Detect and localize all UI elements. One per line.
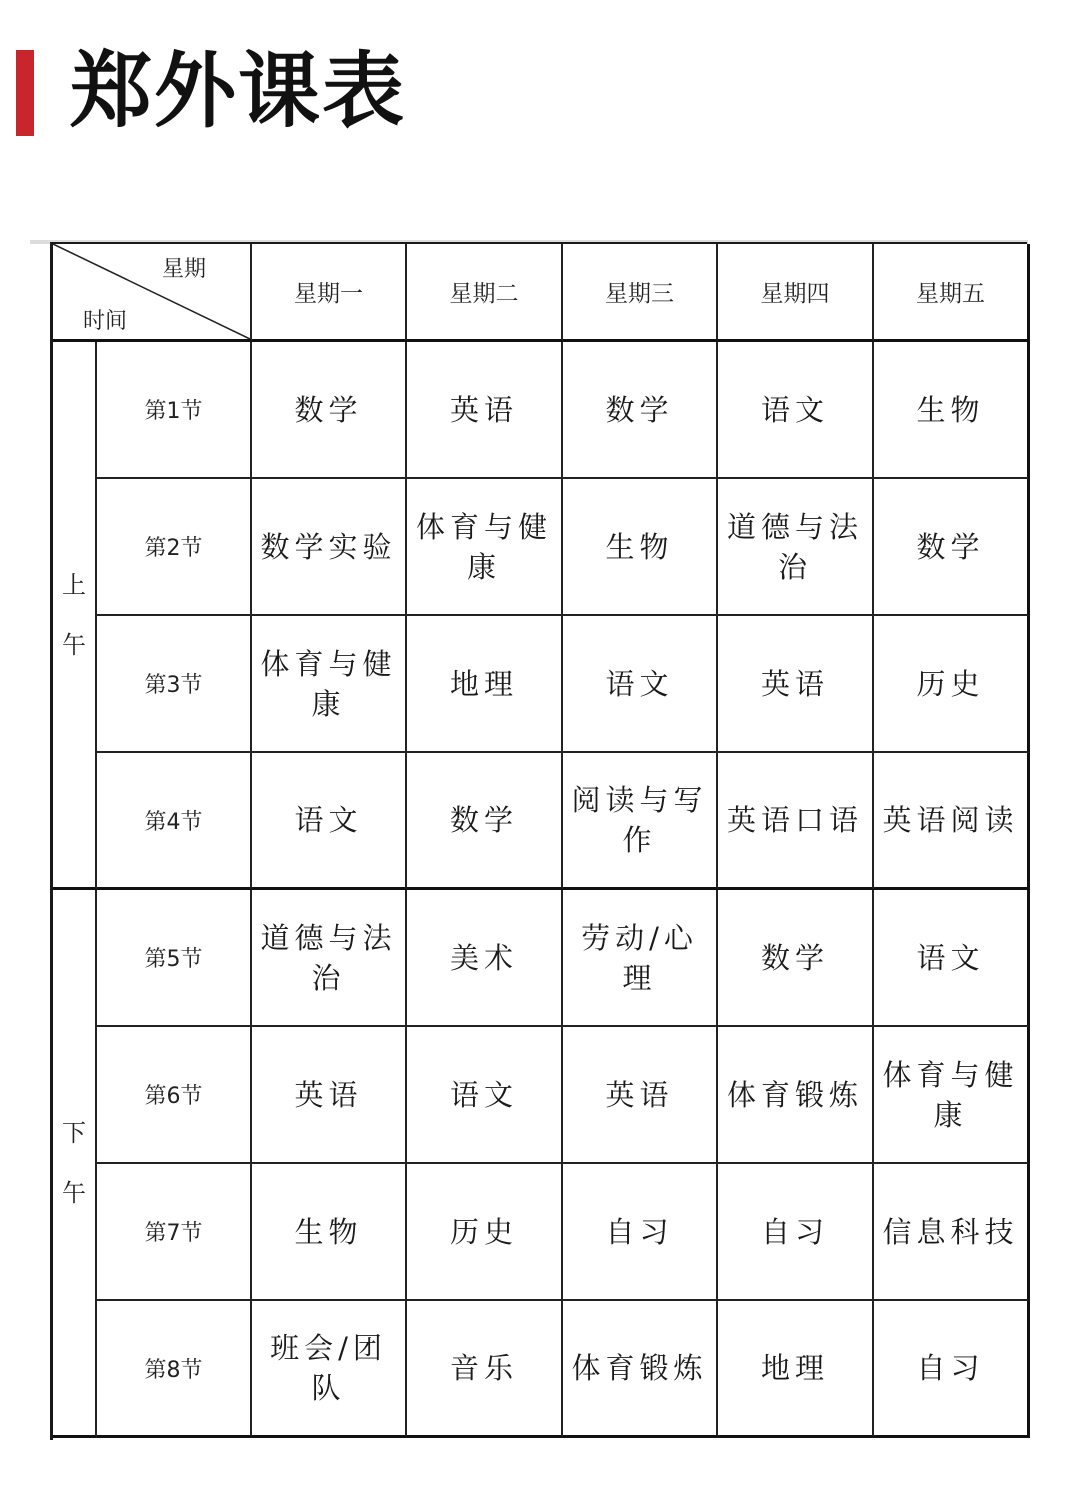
- day-header-thu: 星期四: [718, 244, 874, 342]
- session-afternoon-char-2: 午: [62, 1178, 86, 1207]
- subject-cell: 体育锻炼: [563, 1301, 718, 1438]
- timetable: [50, 242, 1027, 1440]
- subject-cell: 劳动/心理: [563, 890, 718, 1027]
- subject-cell: 体育与健康: [407, 479, 563, 616]
- subject-cell: 语文: [407, 1027, 563, 1164]
- subject-cell: 美术: [407, 890, 563, 1027]
- subject-cell: 音乐: [407, 1301, 563, 1438]
- subject-cell: 生物: [563, 479, 718, 616]
- period-label-1: 第1节: [97, 342, 252, 479]
- subject-cell: 体育锻炼: [718, 1027, 874, 1164]
- subject-cell: 数学: [718, 890, 874, 1027]
- subject-cell: 信息科技: [874, 1164, 1030, 1301]
- day-header-mon: 星期一: [252, 244, 407, 342]
- subject-cell: 语文: [874, 890, 1030, 1027]
- subject-cell: 语文: [563, 616, 718, 753]
- subject-cell: 语文: [252, 753, 407, 890]
- corner-label-time: 时间: [83, 309, 128, 334]
- subject-cell: 自习: [874, 1301, 1030, 1438]
- subject-cell: 英语: [563, 1027, 718, 1164]
- period-label-5: 第5节: [97, 890, 252, 1027]
- day-header-tue: 星期二: [407, 244, 563, 342]
- day-header-wed: 星期三: [563, 244, 718, 342]
- subject-cell: 道德与法治: [718, 479, 874, 616]
- subject-cell: 道德与法治: [252, 890, 407, 1027]
- subject-cell: 英语口语: [718, 753, 874, 890]
- subject-cell: 历史: [874, 616, 1030, 753]
- subject-cell: 体育与健康: [252, 616, 407, 753]
- subject-cell: 自习: [563, 1164, 718, 1301]
- period-label-7: 第7节: [97, 1164, 252, 1301]
- period-label-4: 第4节: [97, 753, 252, 890]
- corner-header: [53, 244, 252, 342]
- session-afternoon-char-1: 下: [62, 1118, 86, 1147]
- subject-cell: 地理: [407, 616, 563, 753]
- session-morning-char-2: 午: [62, 630, 86, 659]
- subject-cell: 阅读与写作: [563, 753, 718, 890]
- page-title: 郑外课表: [70, 44, 407, 139]
- subject-cell: 英语: [252, 1027, 407, 1164]
- subject-cell: 数学: [563, 342, 718, 479]
- subject-cell: 地理: [718, 1301, 874, 1438]
- period-label-8: 第8节: [97, 1301, 252, 1438]
- subject-cell: 自习: [718, 1164, 874, 1301]
- period-label-2: 第2节: [97, 479, 252, 616]
- corner-label-weekday: 星期: [161, 257, 206, 282]
- subject-cell: 英语: [718, 616, 874, 753]
- subject-cell: 班会/团队: [252, 1301, 407, 1438]
- day-header-fri: 星期五: [874, 244, 1030, 342]
- session-morning-char-1: 上: [62, 570, 86, 599]
- title-accent-bar: [16, 50, 34, 136]
- session-morning: [53, 342, 97, 890]
- period-label-3: 第3节: [97, 616, 252, 753]
- subject-cell: 生物: [874, 342, 1030, 479]
- subject-cell: 数学: [407, 753, 563, 890]
- period-label-6: 第6节: [97, 1027, 252, 1164]
- subject-cell: 语文: [718, 342, 874, 479]
- subject-cell: 英语: [407, 342, 563, 479]
- subject-cell: 数学: [252, 342, 407, 479]
- subject-cell: 体育与健康: [874, 1027, 1030, 1164]
- subject-cell: 数学实验: [252, 479, 407, 616]
- subject-cell: 数学: [874, 479, 1030, 616]
- subject-cell: 历史: [407, 1164, 563, 1301]
- subject-cell: 生物: [252, 1164, 407, 1301]
- session-afternoon: [53, 890, 97, 1438]
- subject-cell: 英语阅读: [874, 753, 1030, 890]
